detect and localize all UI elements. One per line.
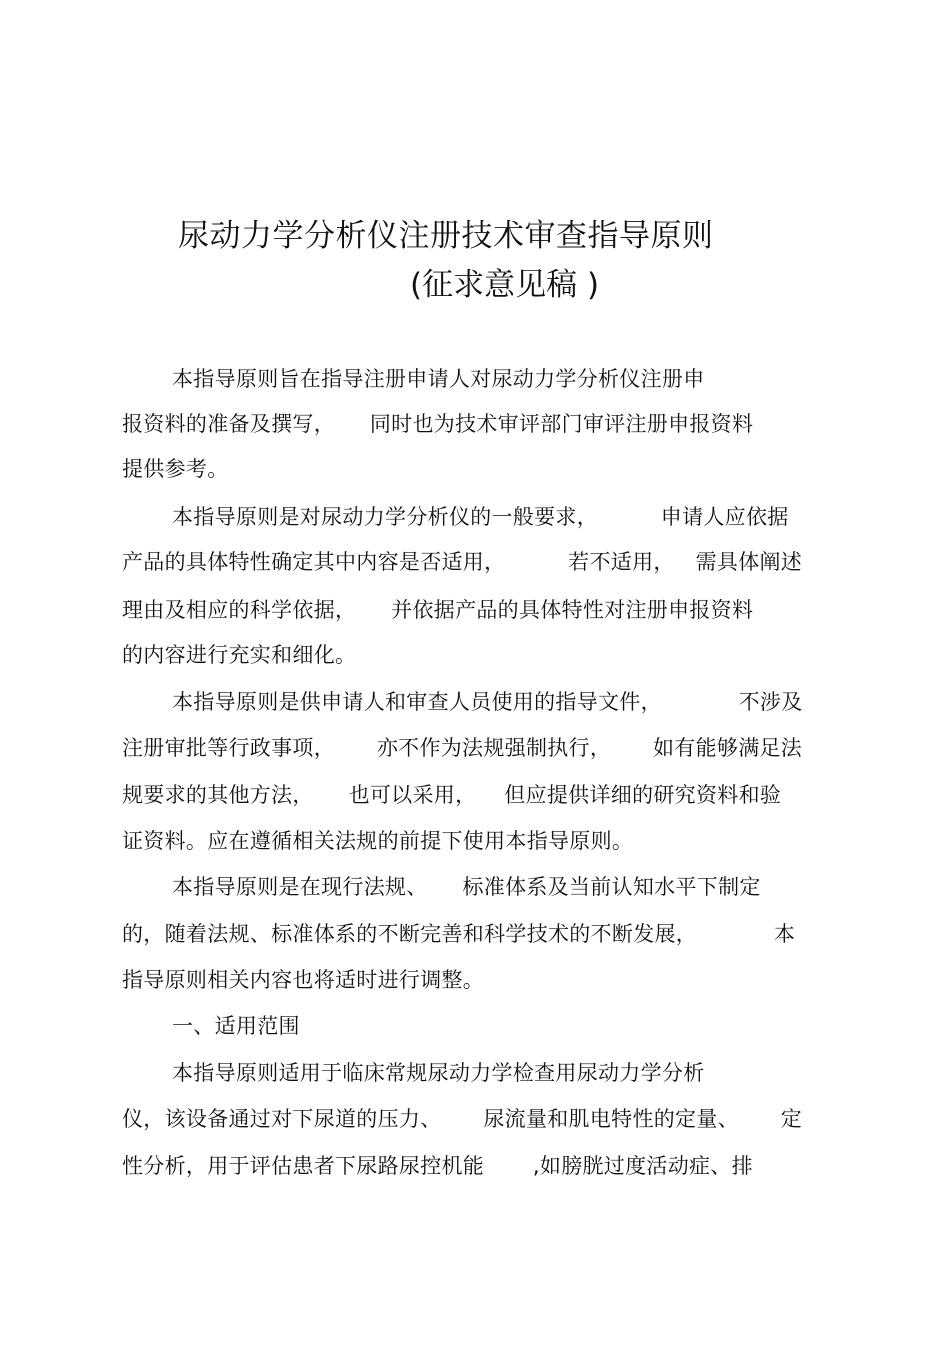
body-line: 本指导原则是对尿动力学分析仪的一般要求， 申请人应依据	[172, 505, 789, 529]
body-line: 的，随着法规、标准体系的不断完善和科学技术的不断发展， 本	[122, 922, 796, 946]
body-line: 指导原则相关内容也将适时进行调整。	[122, 968, 485, 992]
body-line: 提供参考。	[122, 457, 229, 481]
body-line: 理由及相应的科学依据， 并依据产品的具体特性对注册申报资料	[122, 598, 754, 622]
body-line: 性分析，用于评估患者下尿路尿控机能 ,如膀胱过度活动症、排	[122, 1154, 753, 1178]
body-line: 本指导原则适用于临床常规尿动力学检查用尿动力学分析	[172, 1061, 705, 1085]
body-line: 本指导原则旨在指导注册申请人对尿动力学分析仪注册申	[172, 367, 705, 391]
document-title: 尿动力学分析仪注册技术审查指导原则	[178, 218, 714, 254]
section-heading: 一、适用范围	[172, 1014, 300, 1038]
body-line: 仪，该设备通过对下尿道的压力、 尿流量和肌电特性的定量、 定	[122, 1107, 803, 1131]
body-line: 报资料的准备及撰写， 同时也为技术审评部门审评注册申报资料	[122, 412, 754, 436]
body-line: 证资料。应在遵循相关法规的前提下使用本指导原则。	[122, 829, 634, 853]
body-line: 本指导原则是供申请人和审查人员使用的指导文件， 不涉及	[172, 690, 803, 714]
body-line: 的内容进行充实和细化。	[122, 643, 357, 667]
body-line: 产品的具体特性确定其中内容是否适用， 若不适用， 需具体阐述	[122, 550, 803, 574]
body-line: 规要求的其他方法， 也可以采用， 但应提供详细的研究资料和验	[122, 783, 782, 807]
body-line: 本指导原则是在现行法规、 标准体系及当前认知水平下制定	[172, 875, 761, 899]
document-subtitle: (征求意见稿 )	[410, 267, 600, 303]
body-line: 注册审批等行政事项， 亦不作为法规强制执行， 如有能够满足法	[122, 736, 803, 760]
